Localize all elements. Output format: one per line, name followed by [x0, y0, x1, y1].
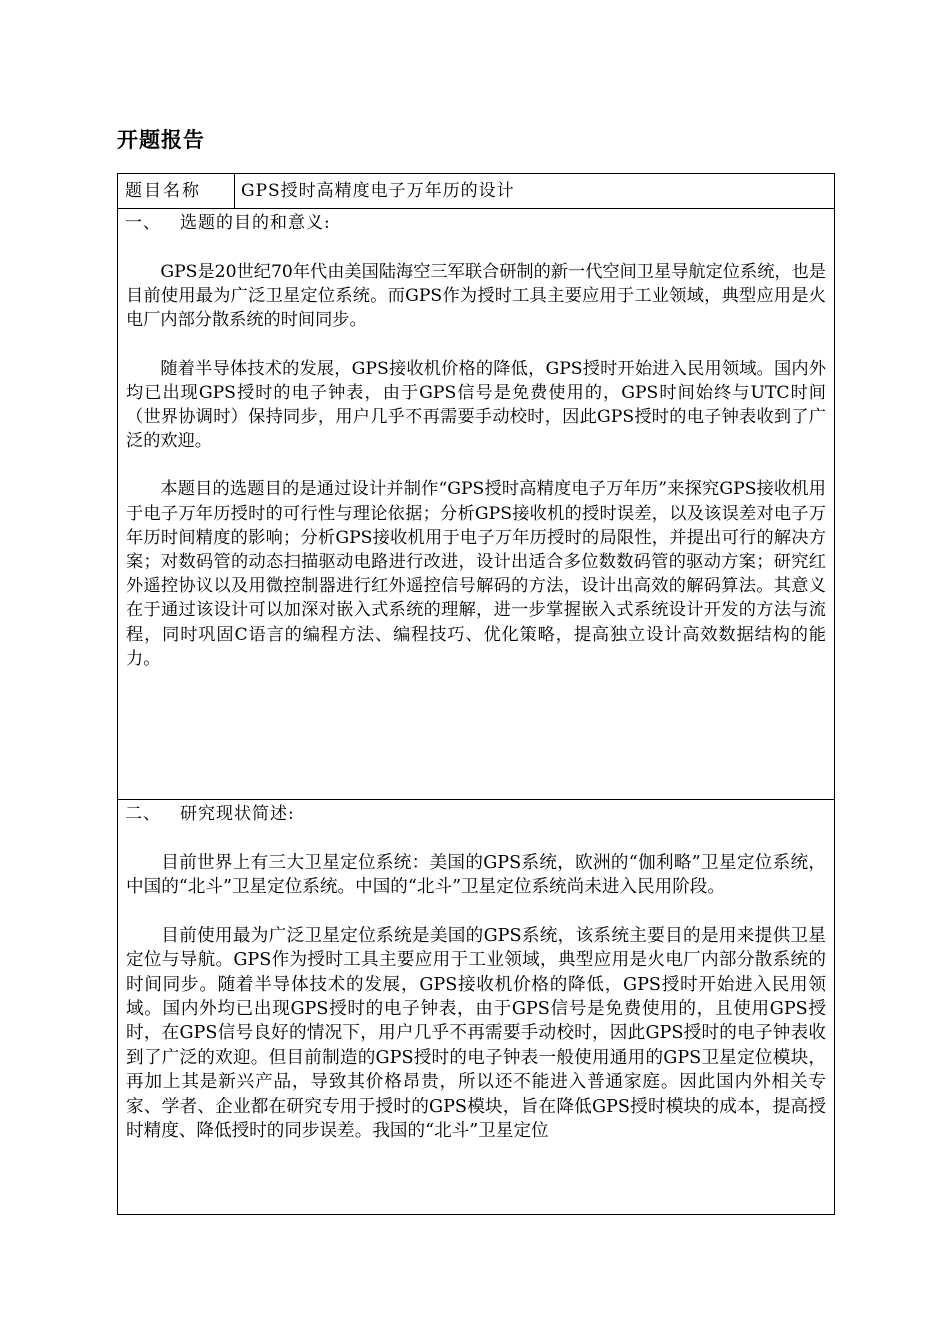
paragraph: 本题目的选题目的是通过设计并制作“GPS授时高精度电子万年历”来探究GPS接收机用于电子万年历授时的可行性与理论依据；分析GPS接收机的授时误差，以及该误差对电子万年历时间精度的影响；分析GPS接收机用于电子万年历授时的局限性，并提出可行的解决方案；对数码管的动态扫描驱动电路进行改进，设计出适合多位数数码管的驱动方案；研究红外遥控协议以及用微控制器进行红外遥控信号解码的方法，设计出高效的解码算法。其意义在于通过该设计可以加深对嵌入式系统的理解，进一步掌握嵌入式系统设计开发的方法与流程，同时巩固C语言的编程方法、编程技巧、优化策略，提高独立设计高效数据结构的能力。 [126, 479, 826, 669]
paragraph: 目前使用最为广泛卫星定位系统是美国的GPS系统，该系统主要目的是用来提供卫星定位与导航。GPS作为授时工具主要应用于工业领域，典型应用是火电厂内部分散系统的时间同步。随着半导体技术的发展，GPS接收机价格的降低，GPS授时开始进入民用领域。国内外均已出现GPS授时的电子钟表，由于GPS信号是免费使用的，且使用GPS授时，在GPS信号良好的情况下，用户几乎不再需要手动校时，因此GPS授时的电子钟表收到了广泛的欢迎。但目前制造的GPS授时的电子钟表一般使用通用的GPS卫星定位模块，再加上其是新兴产品，导致其价格昂贵，所以还不能进入普通家庭。因此国内外相关专家、学者、企业都在研究专用于授时的GPS模块，旨在降低GPS授时模块的成本，提高授时精度、降低授时的同步误差。我国的“北斗”卫星定位 [126, 925, 826, 1142]
title-row [118, 174, 834, 209]
proposal-table [117, 173, 835, 1215]
title-value-cell: GPS授时高精度电子万年历的设计 [241, 181, 515, 201]
section-purpose-heading [118, 210, 834, 236]
paragraph: 随着半导体技术的发展，GPS接收机价格的降低，GPS授时开始进入民用领域。国内外均已出现GPS授时的电子钟表，由于GPS信号是免费使用的，GPS时间始终与UTC时间（世界协调时）保持同步，用户几乎不再需要手动校时，因此GPS授时的电子钟表收到了广泛的欢迎。 [126, 358, 826, 452]
section-status-heading [118, 801, 834, 827]
paragraph: GPS是20世纪70年代由美国陆海空三军联合研制的新一代空间卫星导航定位系统，也是目前使用最为广泛卫星定位系统。而GPS作为授时工具主要应用于工业领域，典型应用是火电厂内部分散系统的时间同步。 [126, 262, 826, 331]
section-title: 选题的目的和意义: [180, 213, 331, 233]
section-status [118, 800, 834, 1215]
section-number: 一、 [125, 213, 161, 233]
section-title: 研究现状简述: [180, 804, 295, 824]
section-number: 二、 [125, 804, 161, 824]
paragraph: 目前世界上有三大卫星定位系统：美国的GPS系统，欧洲的“伽利略”卫星定位系统，中国的“北斗”卫星定位系统。中国的“北斗”卫星定位系统尚未进入民用阶段。 [126, 853, 826, 898]
document-heading: 开题报告 [117, 128, 205, 152]
section-purpose [118, 210, 834, 800]
title-label-cell: 题目名称 [118, 174, 235, 208]
